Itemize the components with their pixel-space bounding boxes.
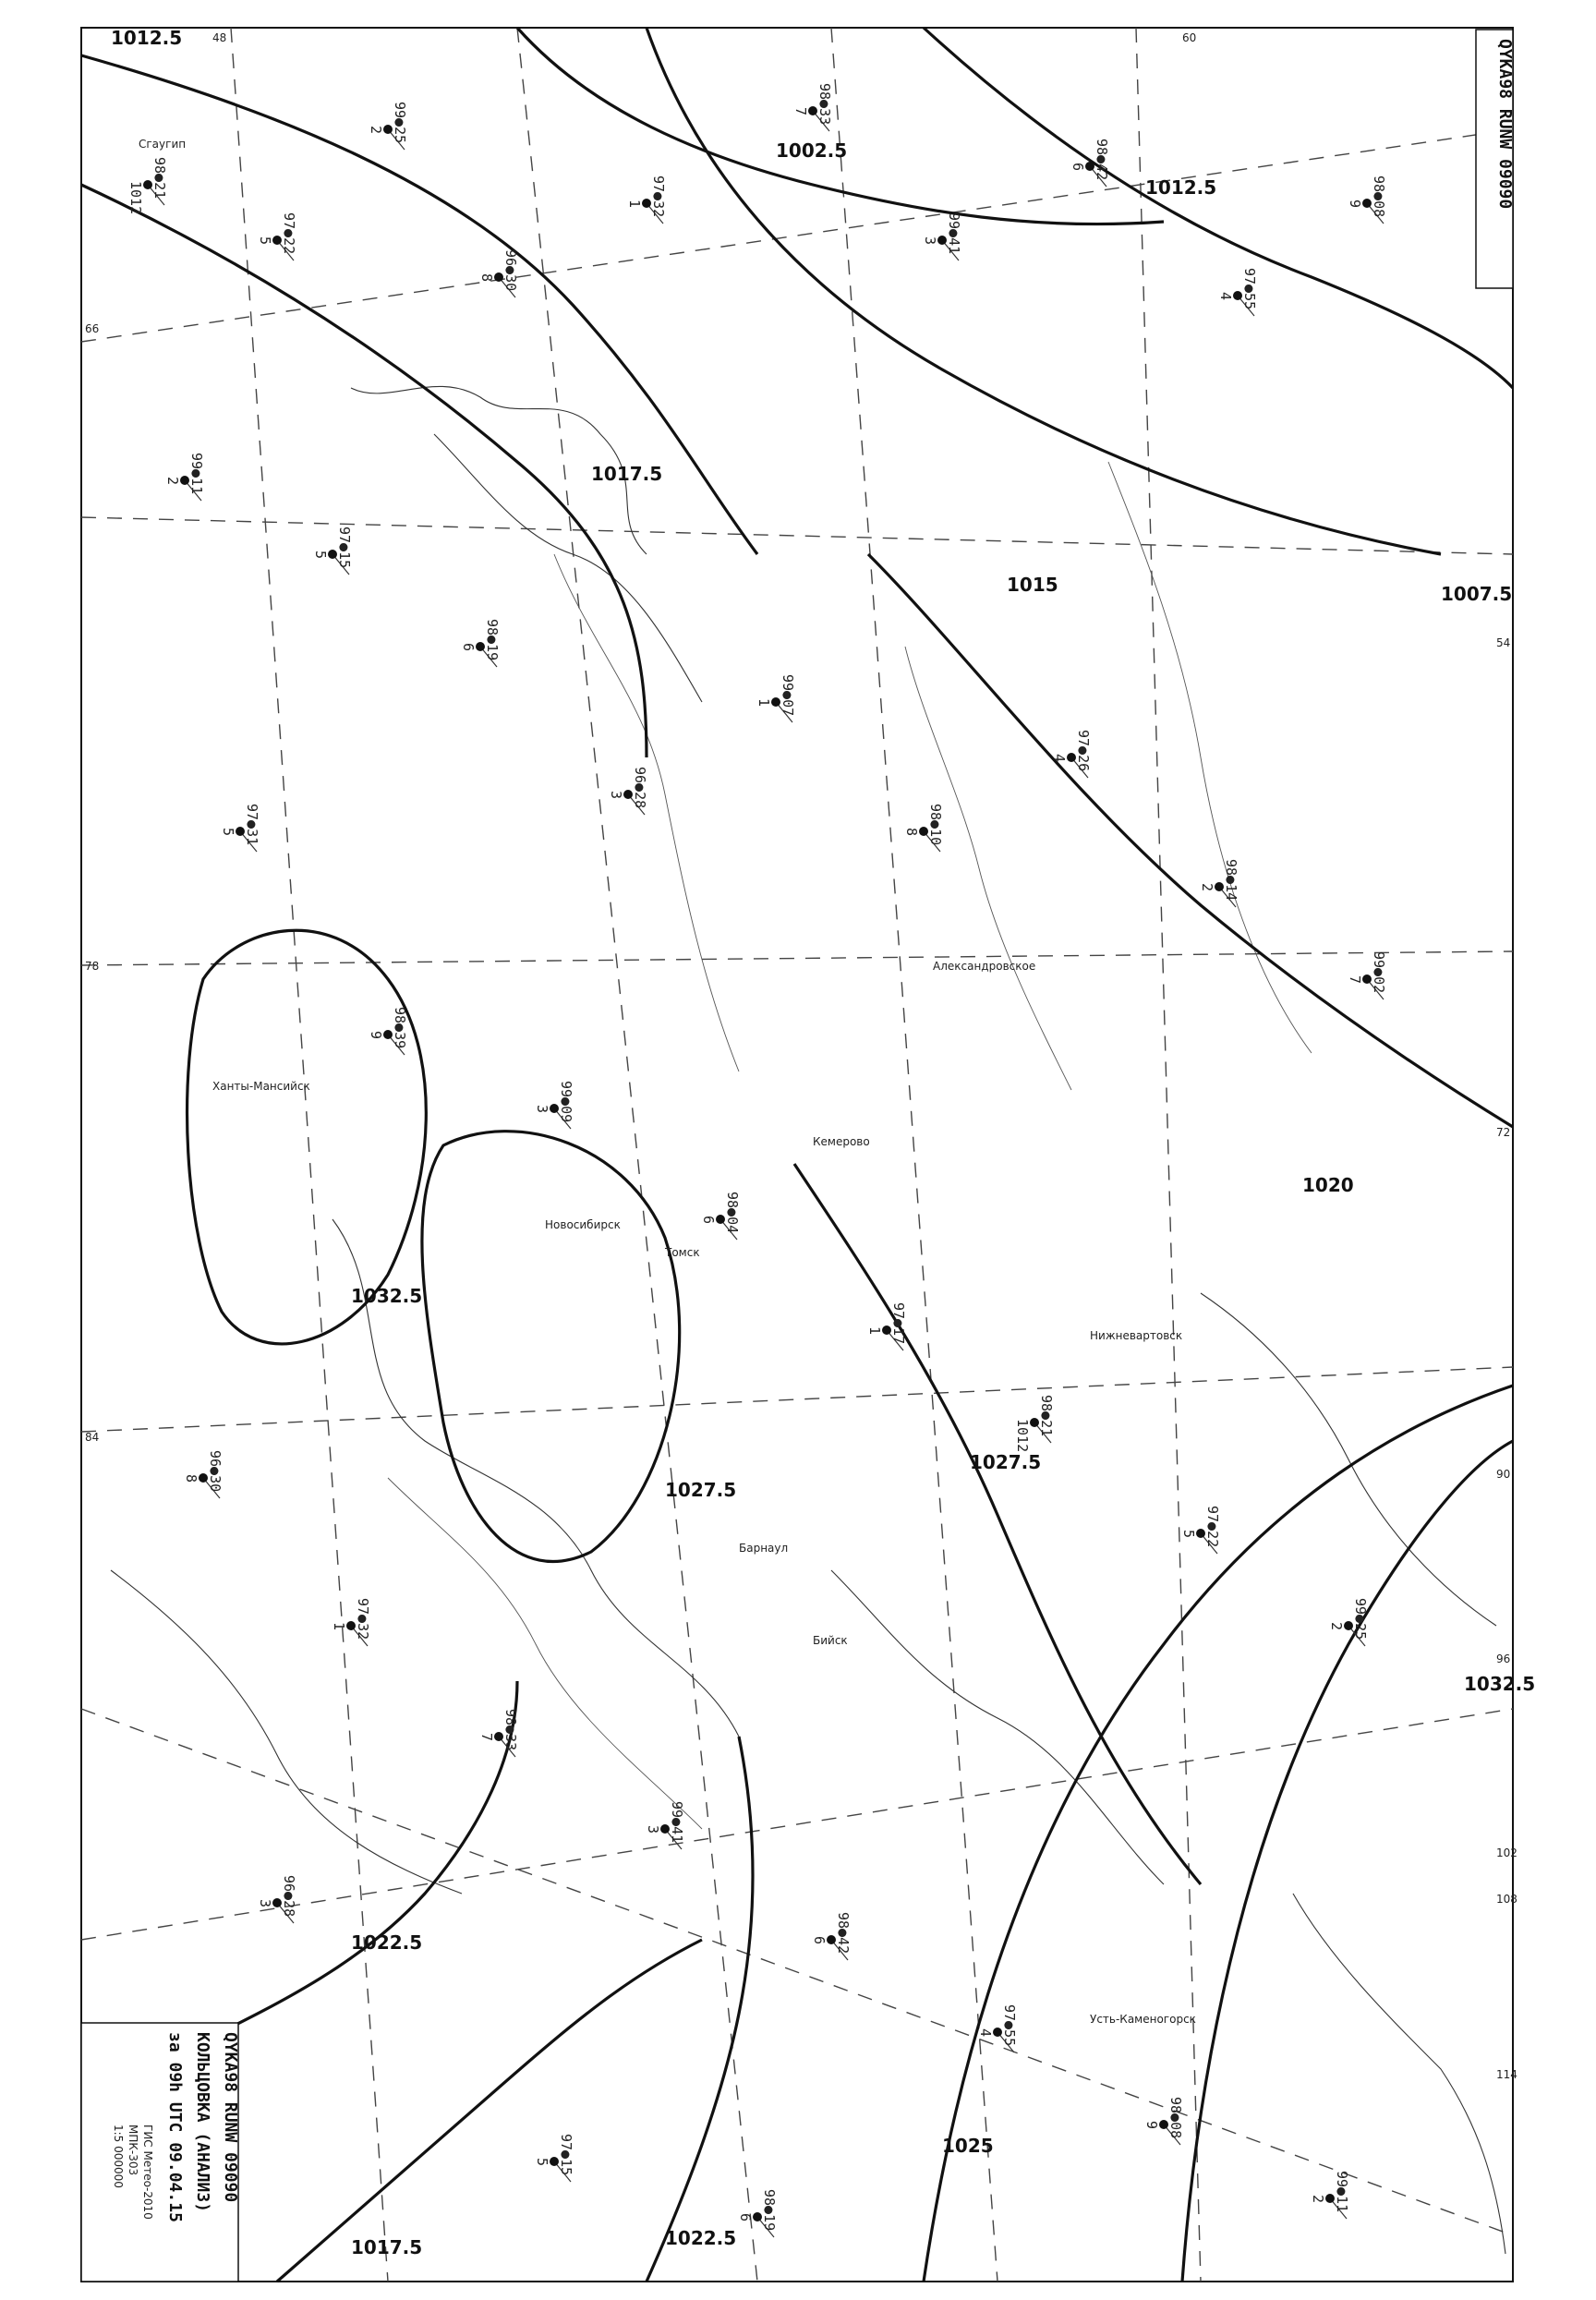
- station-plot: [257, 212, 297, 260]
- station-plot: [792, 83, 833, 131]
- station-subvalue: 3: [257, 1899, 273, 1908]
- station-value: 98●21: [151, 157, 168, 200]
- station-value: 98●33: [816, 83, 833, 126]
- graticule: [81, 28, 1513, 2282]
- isobar-label: 1032.5: [351, 1285, 423, 1307]
- station-plot: [368, 102, 408, 150]
- station-subvalue: 1: [626, 200, 643, 209]
- station-value: 97●22: [281, 212, 297, 255]
- place-name: Ханты-Мансийск: [212, 1080, 310, 1093]
- station-plot: [811, 1912, 852, 1960]
- station-value: 97●32: [355, 1598, 371, 1640]
- station-value: 99●11: [188, 453, 205, 495]
- station-plot: [534, 2134, 574, 2182]
- station-plot: [183, 1450, 224, 1498]
- isobar-label: 1022.5: [665, 2227, 737, 2249]
- edge-label: 108: [1496, 1893, 1517, 1906]
- isobar-label: 1027.5: [970, 1451, 1042, 1473]
- header-box: [1476, 30, 1515, 288]
- station-value: 99●41: [669, 1801, 685, 1844]
- station-plot: [478, 249, 519, 297]
- station-plot: [257, 1875, 297, 1923]
- station-subvalue: 8: [903, 828, 920, 837]
- place-name: Новосибирск: [545, 1218, 621, 1231]
- station-value: 96●28: [632, 767, 648, 809]
- station-value: 97●26: [1075, 730, 1092, 772]
- isobar: [1182, 1441, 1513, 2282]
- place-name: Нижневартовск: [1090, 1329, 1183, 1342]
- station-plot: [331, 1598, 371, 1646]
- edge-label: 114: [1496, 2068, 1517, 2081]
- station-subvalue: 5: [312, 551, 329, 560]
- station-plot: [645, 1801, 685, 1849]
- place-name: Барнаул: [739, 1542, 789, 1555]
- place-name: Томск: [665, 1246, 700, 1259]
- edge-label: 96: [1496, 1652, 1511, 1665]
- station-value: 98●10: [927, 804, 944, 846]
- isobars: [81, 28, 1513, 2282]
- station-subvalue: 1012: [127, 181, 144, 215]
- isobar: [924, 28, 1513, 388]
- isobar: [647, 28, 1441, 554]
- map-frame: [81, 28, 1513, 2282]
- station-plot: [1310, 2171, 1350, 2219]
- station-value: 98●33: [502, 1709, 519, 1751]
- edge-label: 90: [1496, 1468, 1511, 1481]
- station-plot: [1180, 1506, 1221, 1554]
- station-subvalue: 7: [1347, 975, 1363, 985]
- isobar-label: 1017.5: [351, 2236, 423, 2258]
- station-value: 99●11: [1334, 2171, 1350, 2213]
- station-subvalue: 4: [1051, 754, 1068, 763]
- station-plot: [460, 619, 501, 667]
- isobar: [81, 185, 647, 757]
- title-block: [81, 2023, 240, 2282]
- station-plot: [1014, 1395, 1055, 1452]
- station-value: 97●55: [1241, 268, 1258, 310]
- edge-label: 66: [85, 322, 100, 335]
- station-subvalue: 2: [368, 126, 384, 135]
- station-value: 97●15: [558, 2134, 574, 2176]
- station-subvalue: 6: [737, 2213, 754, 2222]
- station-subvalue: 3: [645, 1825, 661, 1834]
- station-plot: [312, 527, 353, 575]
- station-value: 99●07: [780, 674, 796, 717]
- station-value: 98●14: [1223, 859, 1239, 902]
- edge-label: 78: [85, 960, 100, 973]
- station-value: 96●30: [502, 249, 519, 292]
- edge-label: 84: [85, 1431, 100, 1444]
- station-value: 98●42: [1094, 139, 1110, 181]
- isobar-label: 1027.5: [665, 1479, 737, 1501]
- isobar-label: 1012.5: [1145, 176, 1217, 199]
- station-value: 99●41: [946, 212, 962, 255]
- station-subvalue: 3: [608, 791, 624, 800]
- isobar: [422, 1132, 680, 1562]
- station-value: 97●22: [1204, 1506, 1221, 1548]
- header-code: QYKA98 RUNW 09090: [1495, 39, 1515, 210]
- edge-label: 102: [1496, 1846, 1517, 1859]
- station-plot: [1051, 730, 1092, 778]
- title-valid-time: за 09h UTC 09.04.15: [165, 2032, 185, 2222]
- edge-labels: [85, 31, 1517, 2081]
- station-plot: [1070, 139, 1110, 187]
- station-plot: [1199, 859, 1239, 907]
- isobar: [647, 1737, 753, 2282]
- edge-label: 48: [212, 31, 227, 44]
- station-plot: [626, 176, 667, 224]
- place-name: Александровское: [933, 960, 1036, 973]
- station-plot: [866, 1302, 907, 1350]
- title-product: КОЛЬЦОВКА (АНАЛИЗ): [193, 2032, 212, 2213]
- station-subvalue: 6: [460, 643, 477, 652]
- station-subvalue: 6: [811, 1936, 828, 1945]
- edge-label: 60: [1182, 31, 1197, 44]
- isobar: [794, 1164, 1201, 1884]
- station-value: 98●21: [1038, 1395, 1055, 1437]
- station-value: 97●55: [1001, 2004, 1018, 2047]
- station-subvalue: 2: [164, 477, 181, 486]
- station-value: 99●02: [1371, 951, 1387, 994]
- station-value: 98●19: [484, 619, 501, 661]
- station-plot: [368, 1007, 408, 1055]
- station-value: 99●25: [392, 102, 408, 144]
- station-plots: [127, 83, 1387, 2237]
- station-subvalue: 2: [1310, 2195, 1326, 2204]
- isobar-label: 1007.5: [1441, 583, 1513, 605]
- station-plot: [700, 1192, 741, 1240]
- station-plot: [922, 212, 962, 260]
- station-plot: [1143, 2097, 1184, 2145]
- station-plot: [756, 674, 796, 722]
- isobar-label: 1020: [1302, 1174, 1354, 1196]
- isobar: [517, 28, 1164, 224]
- title-code: QYKA98 RUNW 09090: [221, 2032, 240, 2203]
- station-plot: [478, 1709, 519, 1757]
- place-name: Усть-Каменогорск: [1090, 2013, 1196, 2026]
- place-name: Бийск: [813, 1634, 848, 1647]
- station-subvalue: 1: [331, 1622, 347, 1631]
- title-scale: 1:5 000000: [112, 2124, 125, 2188]
- station-subvalue: 5: [220, 828, 236, 837]
- station-plot: [1328, 1598, 1369, 1646]
- station-plot: [1347, 176, 1387, 224]
- isobar-label: 1025: [942, 2135, 994, 2157]
- station-value: 97●31: [244, 804, 260, 846]
- station-value: 96●30: [207, 1450, 224, 1493]
- place-name: Сгаугип: [139, 138, 187, 151]
- station-plot: [608, 767, 648, 815]
- station-plot: [1217, 268, 1258, 316]
- station-subvalue: 6: [700, 1216, 717, 1225]
- station-subvalue: 1012: [1014, 1419, 1031, 1453]
- isobar: [277, 1940, 702, 2282]
- station-subvalue: 7: [792, 107, 809, 116]
- edge-label: 72: [1496, 1126, 1511, 1139]
- geography-lines: [111, 386, 1505, 2254]
- station-value: 97●32: [650, 176, 667, 218]
- station-plot: [1347, 951, 1387, 999]
- title-software: ГИС Метео-2010: [141, 2124, 154, 2220]
- station-subvalue: 2: [1328, 1622, 1345, 1631]
- station-value: 96●28: [281, 1875, 297, 1918]
- station-subvalue: 7: [478, 1733, 495, 1742]
- place-name: Кемерово: [813, 1135, 870, 1148]
- station-subvalue: 9: [1143, 2121, 1160, 2130]
- station-subvalue: 6: [1070, 163, 1086, 172]
- station-subvalue: 3: [922, 236, 938, 246]
- isobar-label: 1002.5: [776, 139, 848, 162]
- station-plot: [534, 1081, 574, 1129]
- title-projection: МПК-303: [127, 2124, 139, 2176]
- station-value: 99●09: [558, 1081, 574, 1123]
- station-subvalue: 5: [534, 2158, 550, 2167]
- isobar-label: 1022.5: [351, 1931, 423, 1954]
- station-value: 97●17: [890, 1302, 907, 1345]
- isobar-label: 1015: [1007, 574, 1058, 596]
- station-plot: [127, 157, 168, 214]
- station-value: 98●42: [835, 1912, 852, 1955]
- station-plot: [164, 453, 205, 501]
- station-value: 98●19: [761, 2189, 778, 2232]
- station-subvalue: 5: [1180, 1530, 1197, 1539]
- isobar-label: 1032.5: [1464, 1673, 1536, 1695]
- station-plot: [220, 804, 260, 852]
- station-value: 98●08: [1167, 2097, 1184, 2139]
- station-subvalue: 5: [257, 236, 273, 246]
- isobar: [868, 554, 1513, 1127]
- station-subvalue: 3: [534, 1105, 550, 1114]
- station-subvalue: 8: [183, 1474, 200, 1483]
- isobar: [187, 930, 427, 1344]
- station-value: 98●04: [724, 1192, 741, 1234]
- station-subvalue: 8: [478, 273, 495, 283]
- edge-label: 54: [1496, 636, 1511, 649]
- station-subvalue: 9: [1347, 200, 1363, 209]
- station-subvalue: 4: [977, 2028, 994, 2038]
- isobar-label: 1012.5: [111, 27, 183, 49]
- station-plot: [903, 804, 944, 852]
- station-value: 98●39: [392, 1007, 408, 1049]
- station-subvalue: 1: [866, 1326, 883, 1336]
- station-subvalue: 4: [1217, 292, 1234, 301]
- station-value: 99●25: [1352, 1598, 1369, 1640]
- station-value: 97●15: [336, 527, 353, 569]
- station-subvalue: 2: [1199, 883, 1215, 892]
- station-subvalue: 1: [756, 698, 772, 708]
- station-plot: [737, 2189, 778, 2237]
- station-value: 98●08: [1371, 176, 1387, 218]
- isobar-label: 1017.5: [591, 463, 663, 485]
- station-subvalue: 9: [368, 1031, 384, 1040]
